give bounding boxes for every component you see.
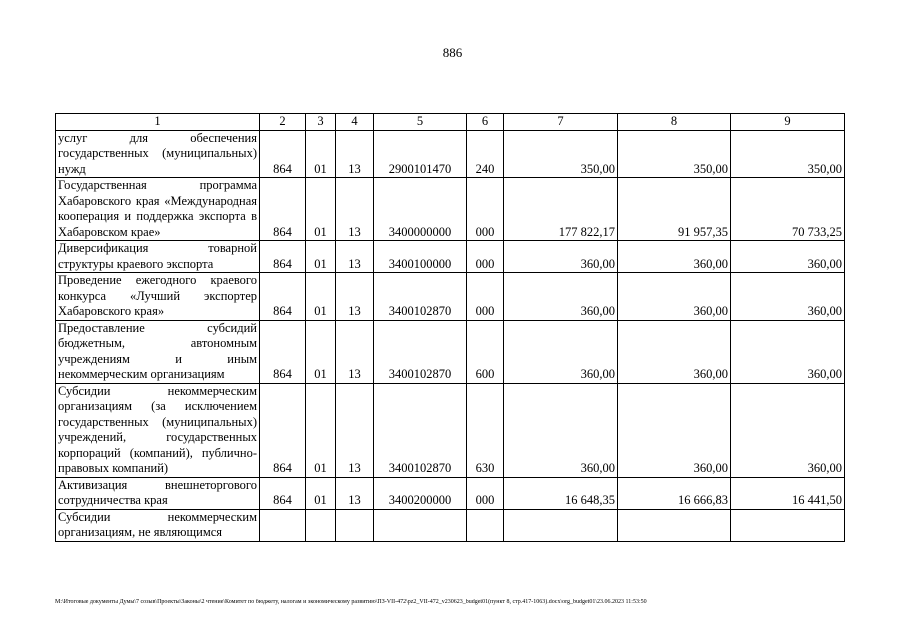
expense-type-code: 000 [467, 241, 504, 273]
target-article-code: 3400102870 [374, 320, 467, 383]
amount-col8: 91 957,35 [618, 178, 731, 241]
amount-col9: 70 733,25 [731, 178, 845, 241]
ministry-code: 864 [260, 241, 306, 273]
target-article-code [374, 509, 467, 541]
ministry-code [260, 509, 306, 541]
amount-col8: 360,00 [618, 320, 731, 383]
target-article-code: 3400102870 [374, 383, 467, 477]
amount-col7: 177 822,17 [504, 178, 618, 241]
expense-type-code: 240 [467, 130, 504, 178]
subsection-code: 13 [336, 477, 374, 509]
amount-col8: 360,00 [618, 241, 731, 273]
subsection-code: 13 [336, 241, 374, 273]
expense-type-code: 000 [467, 477, 504, 509]
table-row [56, 178, 845, 241]
amount-col8: 360,00 [618, 383, 731, 477]
ministry-code: 864 [260, 477, 306, 509]
table-row [56, 130, 845, 178]
column-header: 1 [56, 114, 260, 131]
column-header: 5 [374, 114, 467, 131]
column-header: 6 [467, 114, 504, 131]
table-row [56, 383, 845, 477]
table-row [56, 273, 845, 321]
expense-type-code: 000 [467, 273, 504, 321]
row-description: Предоставление субсидий бюджетным, автономным учреждениям и иным некоммерческим организациям [56, 320, 260, 383]
subsection-code: 13 [336, 320, 374, 383]
column-header: 3 [306, 114, 336, 131]
amount-col7: 360,00 [504, 241, 618, 273]
section-code [306, 509, 336, 541]
expense-type-code [467, 509, 504, 541]
amount-col8: 360,00 [618, 273, 731, 321]
header-row [56, 114, 845, 131]
table-row [56, 477, 845, 509]
amount-col9: 16 441,50 [731, 477, 845, 509]
row-description: Активизация внешнеторгового сотрудничества края [56, 477, 260, 509]
amount-col9: 360,00 [731, 320, 845, 383]
section-code: 01 [306, 130, 336, 178]
amount-col7: 16 648,35 [504, 477, 618, 509]
expense-type-code: 000 [467, 178, 504, 241]
subsection-code: 13 [336, 383, 374, 477]
ministry-code: 864 [260, 320, 306, 383]
row-description: Субсидии некоммерческим организациям (за исключением государственных (муниципальных) учреждений, государственных корпораций (компаний), публично-правовых компаний) [56, 383, 260, 477]
target-article-code: 2900101470 [374, 130, 467, 178]
budget-table [55, 113, 845, 542]
amount-col9: 350,00 [731, 130, 845, 178]
table-row [56, 241, 845, 273]
column-header: 2 [260, 114, 306, 131]
column-header: 4 [336, 114, 374, 131]
ministry-code: 864 [260, 383, 306, 477]
subsection-code: 13 [336, 178, 374, 241]
row-description: Диверсификация товарной структуры краевого экспорта [56, 241, 260, 273]
amount-col8: 16 666,83 [618, 477, 731, 509]
amount-col7: 350,00 [504, 130, 618, 178]
amount-col8 [618, 509, 731, 541]
amount-col7: 360,00 [504, 273, 618, 321]
ministry-code: 864 [260, 273, 306, 321]
amount-col9 [731, 509, 845, 541]
expense-type-code: 600 [467, 320, 504, 383]
row-description: Субсидии некоммерческим организациям, не являющимся [56, 509, 260, 541]
section-code: 01 [306, 241, 336, 273]
subsection-code [336, 509, 374, 541]
row-description: услуг для обеспечения государственных (муниципальных) нужд [56, 130, 260, 178]
target-article-code: 3400000000 [374, 178, 467, 241]
column-header: 8 [618, 114, 731, 131]
row-description: Государственная программа Хабаровского края «Международная кооперация и поддержка экспорта в Хабаровском крае» [56, 178, 260, 241]
ministry-code: 864 [260, 130, 306, 178]
column-header: 9 [731, 114, 845, 131]
amount-col8: 350,00 [618, 130, 731, 178]
section-code: 01 [306, 477, 336, 509]
amount-col9: 360,00 [731, 383, 845, 477]
amount-col7: 360,00 [504, 320, 618, 383]
document-path-footer: М:\Итоговые документы Думы\7 созыв\Проекты\Законы\2 чтение\Комитет по бюджету, налогам и экономическому развитию\ПЗ-VII-472\pz2_VII-472_v230623_budget01(пункт 8, стр.417-1063).docx\org_budget01\23.06.2023 11:53:50 [55, 599, 647, 605]
row-description: Проведение ежегодного краевого конкурса «Лучший экспортер Хабаровского края» [56, 273, 260, 321]
amount-col7 [504, 509, 618, 541]
table-row [56, 320, 845, 383]
subsection-code: 13 [336, 273, 374, 321]
section-code: 01 [306, 273, 336, 321]
amount-col7: 360,00 [504, 383, 618, 477]
amount-col9: 360,00 [731, 273, 845, 321]
section-code: 01 [306, 320, 336, 383]
target-article-code: 3400100000 [374, 241, 467, 273]
column-header: 7 [504, 114, 618, 131]
section-code: 01 [306, 178, 336, 241]
amount-col9: 360,00 [731, 241, 845, 273]
table-row [56, 509, 845, 541]
expense-type-code: 630 [467, 383, 504, 477]
target-article-code: 3400102870 [374, 273, 467, 321]
ministry-code: 864 [260, 178, 306, 241]
target-article-code: 3400200000 [374, 477, 467, 509]
subsection-code: 13 [336, 130, 374, 178]
section-code: 01 [306, 383, 336, 477]
page-number: 886 [442, 45, 463, 60]
